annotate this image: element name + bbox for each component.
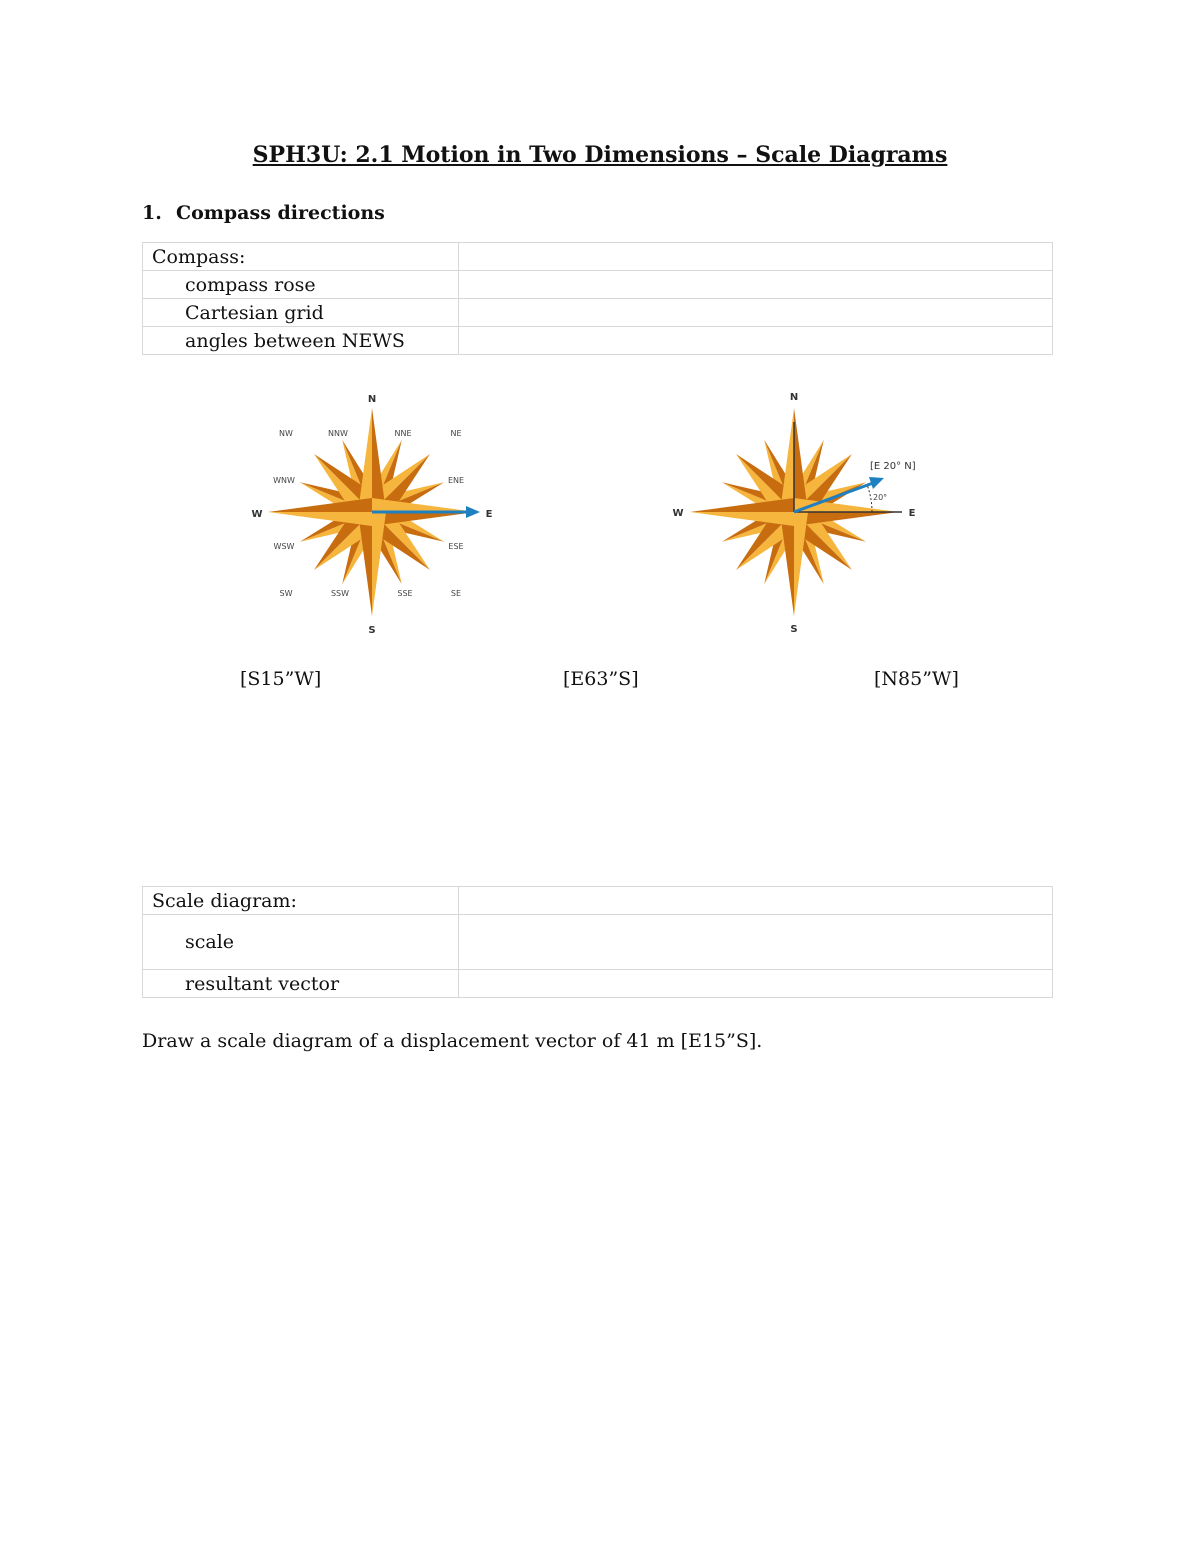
row-label: angles between NEWS xyxy=(143,327,459,355)
label-wsw: WSW xyxy=(273,542,295,551)
row-label: Compass: xyxy=(143,243,459,271)
direction-example-3: [N85”W] xyxy=(874,668,959,690)
label-wnw: WNW xyxy=(273,476,295,485)
table-row xyxy=(143,243,1053,271)
arrowhead-icon xyxy=(466,506,480,518)
star-point-light xyxy=(372,512,386,616)
answer-cell[interactable] xyxy=(459,271,1053,299)
compass-rose-icon xyxy=(670,384,930,639)
answer-cell[interactable] xyxy=(459,243,1053,271)
label-sse: SSE xyxy=(397,589,413,598)
compass-rose-icon xyxy=(250,384,500,639)
star-point-dark xyxy=(372,408,386,512)
star-point-dark xyxy=(690,498,794,512)
label-n: N xyxy=(789,392,799,403)
label-nw: NW xyxy=(279,429,293,438)
label-n: N xyxy=(367,394,377,405)
table-row xyxy=(143,327,1053,355)
row-label: Scale diagram: xyxy=(143,887,459,915)
star-point-light xyxy=(372,498,476,512)
page-title: SPH3U: 2.1 Motion in Two Dimensions – Scale Diagrams xyxy=(252,142,948,168)
vector-label: [E 20° N] xyxy=(870,461,916,472)
star-point-dark xyxy=(268,498,372,512)
answer-cell[interactable] xyxy=(459,970,1053,998)
angle-label: 20° xyxy=(873,493,888,502)
answer-cell[interactable] xyxy=(459,915,1053,970)
section-number: 1. xyxy=(142,202,162,224)
label-w: W xyxy=(251,509,263,520)
label-ssw: SSW xyxy=(330,589,350,598)
label-nnw: NNW xyxy=(328,429,348,438)
direction-example-2: [E63”S] xyxy=(563,668,639,690)
scale-diagram-table xyxy=(142,886,1053,998)
label-e: E xyxy=(485,509,493,520)
star-point-dark xyxy=(358,512,372,616)
label-e: E xyxy=(908,508,916,519)
label-s: S xyxy=(790,624,798,635)
table-row xyxy=(143,271,1053,299)
row-label: scale xyxy=(143,915,459,970)
label-w: W xyxy=(672,508,684,519)
direction-example-1: [S15”W] xyxy=(240,668,322,690)
table-row xyxy=(143,915,1053,970)
compass-table xyxy=(142,242,1053,355)
answer-cell[interactable] xyxy=(459,327,1053,355)
row-label: Cartesian grid xyxy=(143,299,459,327)
section-title: Compass directions xyxy=(176,202,385,224)
table-row xyxy=(143,887,1053,915)
arrowhead-icon xyxy=(869,477,884,489)
problem-prompt: Draw a scale diagram of a displacement vector of 41 m [E15”S]. xyxy=(142,1030,763,1052)
row-label: compass rose xyxy=(143,271,459,299)
label-sw: SW xyxy=(279,589,293,598)
row-label: resultant vector xyxy=(143,970,459,998)
table-row xyxy=(143,299,1053,327)
answer-cell[interactable] xyxy=(459,887,1053,915)
label-ne: NE xyxy=(450,429,462,438)
section-heading xyxy=(142,202,385,224)
table-row xyxy=(143,970,1053,998)
answer-cell[interactable] xyxy=(459,299,1053,327)
label-ene: ENE xyxy=(447,476,465,485)
label-se: SE xyxy=(450,589,462,598)
label-ese: ESE xyxy=(448,542,464,551)
label-s: S xyxy=(368,625,376,636)
label-nne: NNE xyxy=(394,429,412,438)
star-point-light xyxy=(358,408,372,512)
